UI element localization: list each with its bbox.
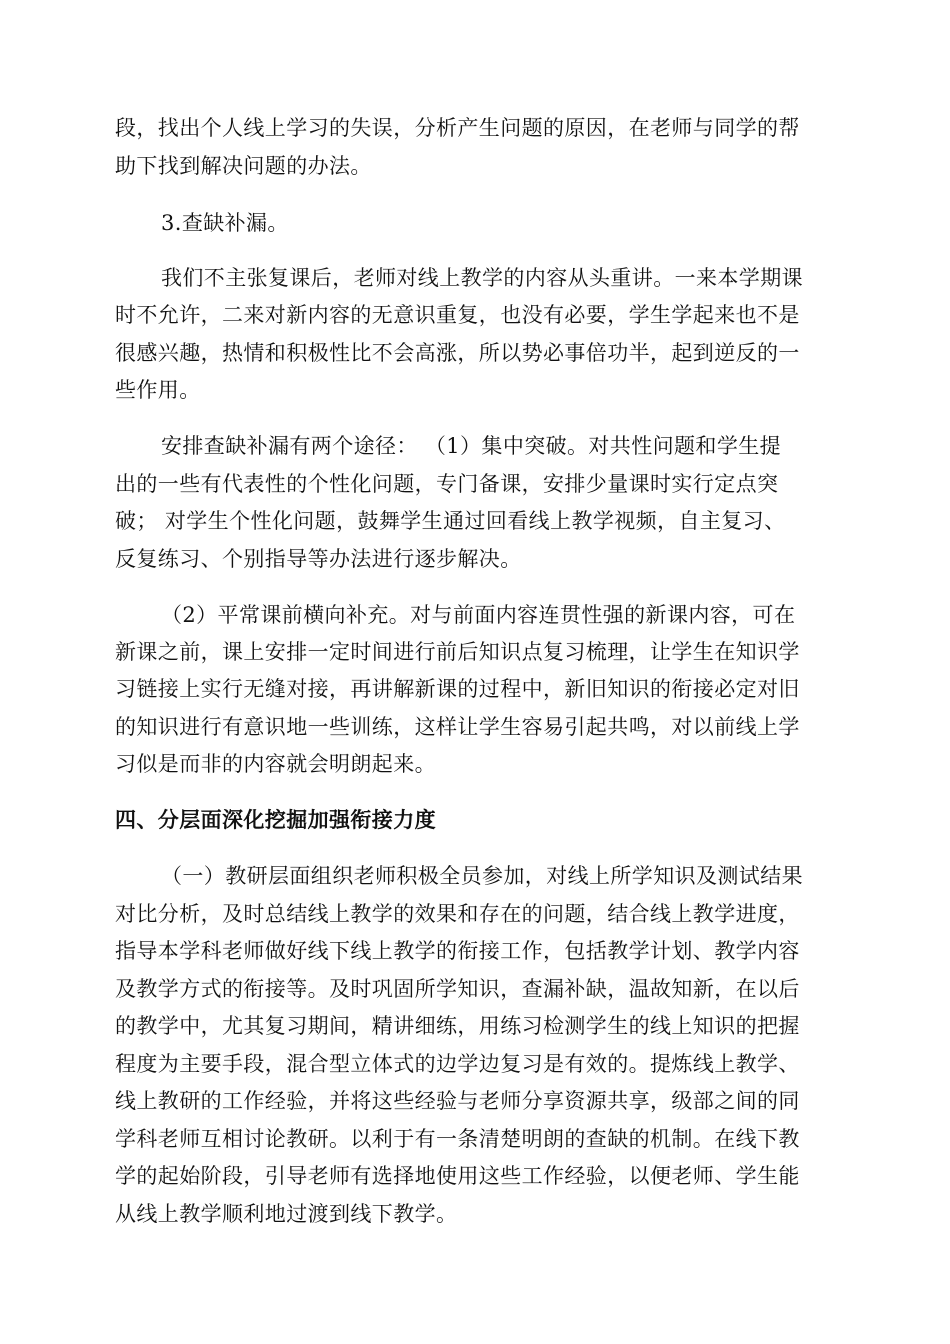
paragraph-line: 程度为主要手段，混合型立体式的边学边复习是有效的。提炼线上教学、 <box>115 1052 800 1076</box>
paragraph-line: 我们不主张复课后，老师对线上教学的内容从头重讲。一来本学期课 <box>161 266 803 290</box>
paragraph-line: 反复练习、个别指导等办法进行逐步解决。 <box>115 547 522 571</box>
paragraph-line: 线上教研的工作经验，并将这些经验与老师分享资源共享，级部之间的同 <box>115 1089 800 1113</box>
paragraph-line: 段，找出个人线上学习的失误，分析产生问题的原因，在老师与同学的帮 <box>115 116 800 140</box>
paragraph-line: 指导本学科老师做好线下线上教学的衔接工作，包括教学计划、教学内容 <box>115 939 800 963</box>
paragraph-line: 习链接上实行无缝对接，再讲解新课的过程中，新旧知识的衔接必定对旧 <box>115 677 800 701</box>
paragraph-line: 学的起始阶段，引导老师有选择地使用这些工作经验，以便老师、学生能 <box>115 1164 800 1188</box>
paragraph-line: （一）教研层面组织老师积极全员参加，对线上所学知识及测试结果 <box>161 864 803 888</box>
paragraph-line: 的教学中，尤其复习期间，精讲细练，用练习检测学生的线上知识的把握 <box>115 1014 800 1038</box>
list-item-heading: 3.查缺补漏。 <box>161 211 289 235</box>
paragraph-line: 对比分析，及时总结线上教学的效果和存在的问题，结合线上教学进度， <box>115 902 800 926</box>
paragraph-line: 新课之前，课上安排一定时间进行前后知识点复习梳理，让学生在知识学 <box>115 640 800 664</box>
paragraph-line: 出的一些有代表性的个性化问题，专门备课，安排少量课时实行定点突 <box>115 472 779 496</box>
paragraph-line: （2）平常课前横向补充。对与前面内容连贯性强的新课内容，可在 <box>161 603 796 627</box>
paragraph-line: 破； 对学生个性化问题，鼓舞学生通过回看线上教学视频，自主复习、 <box>115 509 786 533</box>
paragraph-line: 助下找到解决问题的办法。 <box>115 154 372 178</box>
paragraph-line: 及教学方式的衔接等。及时巩固所学知识，查漏补缺，温故知新，在以后 <box>115 977 800 1001</box>
section-heading: 四、分层面深化挖掘加强衔接力度 <box>115 808 436 832</box>
paragraph-line: 时不允许，二来对新内容的无意识重复，也没有必要，学生学起来也不是 <box>115 303 800 327</box>
paragraph-line: 从线上教学顺利地过渡到线下教学。 <box>115 1202 458 1226</box>
paragraph-line: 很感兴趣，热情和积极性比不会高涨，所以势必事倍功半，起到逆反的一 <box>115 341 800 365</box>
paragraph-line: 的知识进行有意识地一些训练，这样让学生容易引起共鸣，对以前线上学 <box>115 715 800 739</box>
paragraph-line: 习似是而非的内容就会明朗起来。 <box>115 752 436 776</box>
paragraph-line: 些作用。 <box>115 378 201 402</box>
paragraph-line: 安排查缺补漏有两个途径： （1）集中突破。对共性问题和学生提 <box>161 434 782 458</box>
paragraph-line: 学科老师互相讨论教研。以利于有一条清楚明朗的查缺的机制。在线下教 <box>115 1127 800 1151</box>
